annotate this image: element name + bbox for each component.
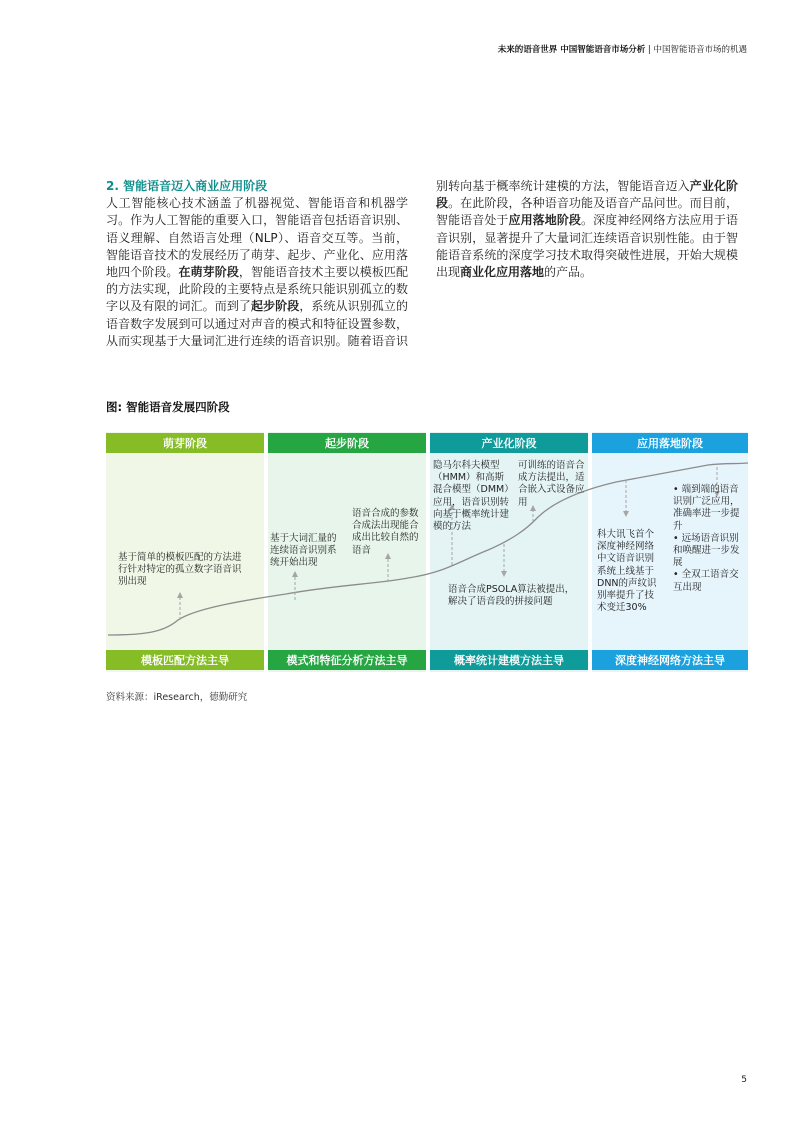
body-text-1: 人工智能核心技术涵盖了机器视觉、智能语音和机器学习。作为人工智能的重要入口，智能语音包括语音识别、语义理解、自然语言处理（NLP）、语音交互等。当前，智能语音技术的发展经历了萌芽、起步、产业化、应用落地四个阶段。 bbox=[106, 196, 408, 280]
stage-method-3: 概率统计建模方法主导 bbox=[430, 650, 588, 670]
stage-header-1: 萌芽阶段 bbox=[106, 433, 264, 453]
body-bold-chanyehua: 产业化阶段 bbox=[436, 179, 738, 211]
body-bold-shangye: 商业化应用落地 bbox=[460, 265, 545, 280]
body-text-5: 。深度神经网络方法应用于语音识别，显著提升了大量词汇连续语音识别性能。由于智能语音系统的深度学习技术取得突破性进展，开始大规模出现 bbox=[436, 213, 738, 280]
source-note: 资料来源：iResearch，德勤研究 bbox=[106, 692, 248, 703]
body-bold-qibu: 起步阶段 bbox=[250, 299, 300, 314]
header-subtitle: 中国智能语音市场的机遇 bbox=[653, 45, 747, 55]
note-yingyong-bullet-2: • 远场语音识别和唤醒进一步发展 bbox=[673, 532, 740, 569]
stage-method-1: 模板匹配方法主导 bbox=[106, 650, 264, 670]
note-yingyong-bullet-3: • 全双工语音交互出现 bbox=[673, 569, 739, 593]
stages-diagram bbox=[106, 432, 748, 674]
note-chanyehua-2: 可训练的语音合成方法提出，适合嵌入式设备应用 bbox=[518, 460, 585, 508]
body-text-3: ，系统从识别孤立的语音数字发展到可以通过对声音的模式和特征设置参数，从而实现基于大量词汇进行连续的语音识别。随着语音识别转向基于概率统计建模的方法，智能语音迈入 bbox=[106, 179, 690, 348]
body-text-6: 的产品。 bbox=[544, 265, 593, 280]
note-chanyehua-3: 语音合成PSOLA算法被提出，解决了语音段的拼接问题 bbox=[448, 584, 575, 608]
stage-method-2: 模式和特征分析方法主导 bbox=[268, 650, 426, 670]
header-title: 未来的语音世界 中国智能语音市场分析 bbox=[497, 45, 646, 55]
body-text-flow bbox=[106, 178, 738, 358]
body-text-2: ，智能语音技术主要以模板匹配的方法实现，此阶段的主要特点是系统只能识别孤立的数字以及有限的词汇。而到了 bbox=[106, 265, 408, 314]
stage-header-3: 产业化阶段 bbox=[430, 433, 588, 453]
body-bold-mengya: 在萌芽阶段 bbox=[178, 265, 239, 280]
header-separator: | bbox=[645, 45, 654, 55]
page-number: 5 bbox=[741, 1075, 747, 1085]
body-text-4: 。在此阶段，各种语音功能及语音产品问世。而目前，智能语音处于 bbox=[436, 196, 738, 228]
stage-header-2: 起步阶段 bbox=[268, 433, 426, 453]
note-chanyehua-1: 隐马尔科夫模型（HMM）和高斯混合模型（DMM）应用，语音识别转向基于概率统计建模的方法 bbox=[433, 460, 510, 533]
stage-header-4: 应用落地阶段 bbox=[592, 433, 748, 453]
running-header bbox=[498, 43, 747, 55]
figure-title: 图: 智能语音发展四阶段 bbox=[106, 400, 230, 414]
note-yingyong-bullet-1: • 端到端的语音识别广泛应用，准确率进一步提升 bbox=[673, 484, 740, 532]
note-yingyong-2 bbox=[673, 484, 747, 594]
note-mengya: 基于简单的模板匹配的方法进行针对特定的孤立数字语音识别出现 bbox=[118, 552, 242, 588]
body-bold-yingyong: 应用落地阶段 bbox=[508, 213, 581, 228]
note-yingyong-1: 科大讯飞首个深度神经网络中文语音识别系统上线基于DNN的声纹识别率提升了技术变迁30% bbox=[597, 529, 657, 614]
section-title: 2. 智能语音迈入商业应用阶段 bbox=[106, 179, 268, 193]
note-qibu-1: 基于大词汇量的连续语音识别系统开始出现 bbox=[270, 533, 337, 569]
note-qibu-2: 语音合成的参数合成法出现能合成出比较自然的语音 bbox=[352, 508, 419, 556]
stage-method-4: 深度神经网络方法主导 bbox=[592, 650, 748, 670]
